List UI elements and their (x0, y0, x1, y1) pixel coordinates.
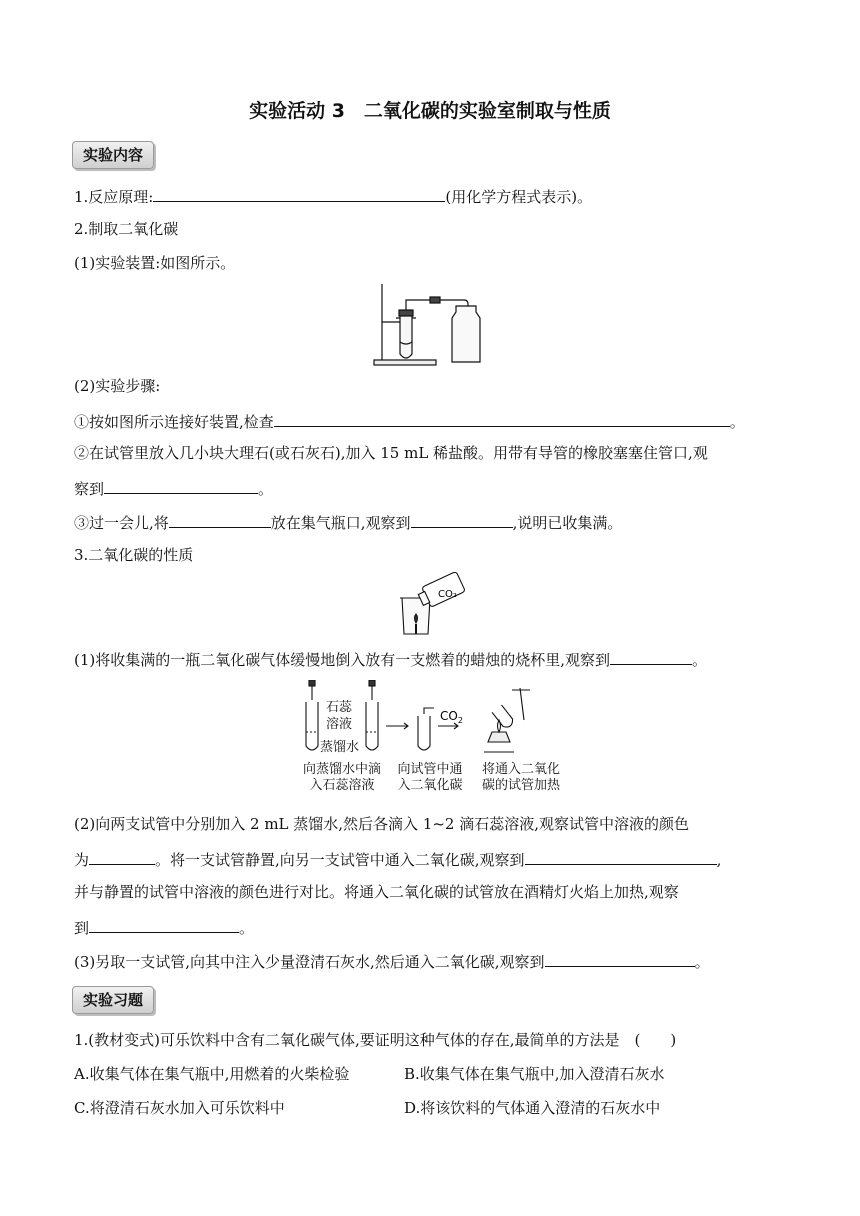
property-2-text-e: 。 (239, 919, 255, 937)
caption-step-3-line-1: 将通入二氧化 (481, 762, 560, 777)
property-3-text: (3)另取一支试管,向其中注入少量澄清石灰水,然后通入二氧化碳,观察到 (74, 953, 545, 971)
answer-blank-observe-reaction[interactable] (104, 477, 258, 494)
answer-blank-color[interactable] (89, 848, 155, 865)
step-1-end: 。 (729, 413, 745, 431)
step-3-end: ,说明已收集满。 (512, 514, 623, 532)
step-2-end: 。 (258, 480, 274, 498)
caption-step-1-line-1: 向蒸馏水中滴 (302, 762, 381, 777)
step-3-mid: 放在集气瓶口,观察到 (270, 514, 411, 532)
option-b[interactable]: B.收集气体在集气瓶中,加入澄清石灰水 (404, 1065, 665, 1083)
property-2-line-1: (2)向两支试管中分别加入 2 mL 蒸馏水,然后各滴入 1~2 滴石蕊溶液,观察试管中溶液的颜色 (74, 815, 690, 833)
property-1 (74, 648, 707, 670)
caption-step-2-line-1: 向试管中通 (397, 762, 463, 777)
property-2-text-a: 为 (74, 851, 90, 869)
option-a[interactable]: A.收集气体在集气瓶中,用燃着的火柴检验 (74, 1065, 350, 1083)
property-2-text-b: 。将一支试管静置,向另一支试管中通入二氧化碳,观察到 (155, 851, 525, 869)
answer-blank-limewater[interactable] (545, 950, 695, 967)
step-3-text: ③过一会儿,将 (74, 514, 169, 532)
step-2-text: 察到 (74, 480, 105, 498)
step-2-line-2 (74, 477, 273, 499)
principle-line (74, 185, 592, 207)
answer-blank-co2-litmus[interactable] (525, 848, 717, 865)
step-3 (74, 511, 622, 533)
question-1: 1.(教材变式)可乐饮料中含有二氧化碳气体,要证明这种气体的存在,最简单的方法是 ( ) (74, 1031, 677, 1049)
step-1 (74, 410, 745, 432)
steps-heading: (2)实验步骤: (74, 377, 161, 395)
property-2-line-4 (74, 916, 254, 938)
answer-blank-phenomenon[interactable] (411, 511, 513, 528)
answer-blank-object[interactable] (169, 511, 271, 528)
caption-step-3 (474, 762, 568, 794)
property-2-line-2 (74, 848, 721, 870)
caption-step-3-line-2: 碳的试管加热 (481, 778, 560, 793)
section-tag-exercises: 实验习题 (72, 986, 154, 1014)
property-2-text-d: 到 (74, 919, 90, 937)
option-c[interactable]: C.将澄清石灰水加入可乐饮料中 (74, 1099, 285, 1117)
property-3-end: 。 (694, 953, 710, 971)
property-3 (74, 950, 710, 972)
caption-step-1 (296, 762, 388, 794)
property-1-end: 。 (692, 651, 708, 669)
apparatus-line: (1)实验装置:如图所示。 (74, 254, 236, 272)
property-2-line-3: 并与静置的试管中溶液的颜色进行对比。将通入二氧化碳的试管放在酒精灯火焰上加热,观察 (74, 883, 679, 901)
principle-note: (用化学方程式表示)。 (445, 188, 593, 206)
answer-blank-check[interactable] (274, 410, 730, 427)
step-1-text: ①按如图所示连接好装置,检查 (74, 413, 274, 431)
answer-blank-equation[interactable] (153, 185, 445, 202)
pour-co2-figure (396, 572, 466, 638)
co2-apparatus-figure (372, 282, 492, 368)
heading-properties: 3.二氧化碳的性质 (74, 546, 194, 564)
label-litmus-1: 石蕊 (326, 700, 353, 715)
co2-arrow-label: $CO_2$ (440, 709, 463, 725)
section-tag-experiment-content: 实验内容 (72, 141, 154, 169)
caption-step-1-line-2: 入石蕊溶液 (309, 778, 375, 793)
label-water: 蒸馏水 (320, 740, 360, 755)
option-d[interactable]: D.将该饮料的气体通入澄清的石灰水中 (404, 1099, 661, 1117)
answer-blank-candle[interactable] (610, 648, 692, 665)
property-2-text-c: , (716, 851, 722, 869)
property-1-text: (1)将收集满的一瓶二氧化碳气体缓慢地倒入放有一支燃着的蜡烛的烧杯里,观察到 (74, 651, 611, 669)
answer-blank-heating[interactable] (89, 916, 239, 933)
principle-label: 1.反应原理: (74, 188, 154, 206)
co2-bottle-label: CO₂ (438, 589, 457, 600)
heading-preparation: 2.制取二氧化碳 (74, 220, 179, 238)
caption-step-2-line-2: 入二氧化碳 (397, 778, 463, 793)
page-title: 实验活动 3 二氧化碳的实验室制取与性质 (249, 100, 611, 122)
label-litmus-2: 溶液 (326, 717, 353, 732)
step-2-line-1: ②在试管里放入几小块大理石(或石灰石),加入 15 mL 稀盐酸。用带有导管的橡胶塞塞住管口,观 (74, 444, 708, 462)
caption-step-2 (390, 762, 470, 794)
